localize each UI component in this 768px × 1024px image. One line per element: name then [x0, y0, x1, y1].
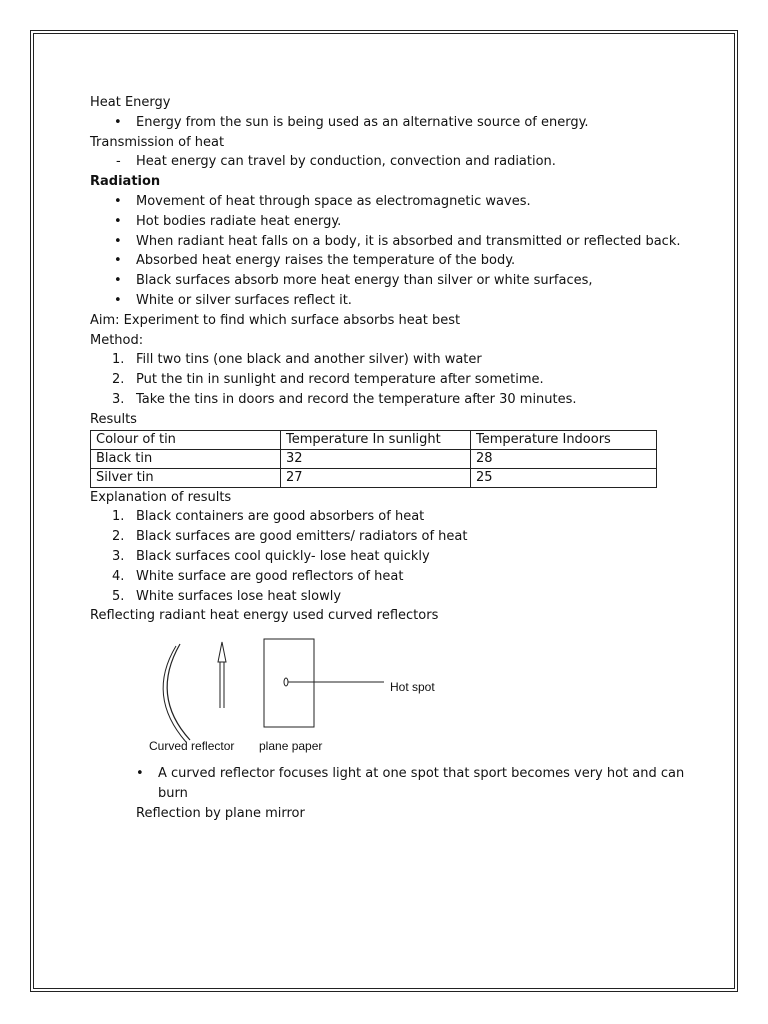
heading-radiation: Radiation: [90, 174, 161, 190]
heading-heat-energy: Heat Energy: [90, 95, 171, 110]
table-cell: 28: [471, 449, 657, 468]
curved-reflector-diagram: [140, 636, 460, 766]
table-row: [91, 449, 657, 468]
list-item: [90, 567, 690, 587]
plane-paper-label: plane paper: [259, 739, 323, 753]
pin-head: [218, 642, 226, 662]
plane-paper-rect: [264, 639, 314, 727]
list-number: 2.: [112, 529, 125, 545]
list-number: 3.: [112, 391, 125, 407]
heading-transmission: Transmission of heat: [90, 134, 225, 150]
table-cell: 32: [281, 449, 471, 468]
list-item-text: Take the tins in doors and record the temperature after 30 minutes.: [136, 391, 577, 407]
curved-reflector-inner-shape: [163, 646, 186, 742]
list-number: 1.: [112, 509, 125, 525]
table-cell: Silver tin: [91, 468, 281, 487]
list-item: • Movement of heat through space as electromagnetic waves.: [90, 192, 690, 212]
list-item: [90, 507, 690, 527]
reflecting-heading: Reflecting radiant heat energy used curved reflectors: [90, 608, 439, 624]
document-body: [90, 93, 690, 626]
table-cell: 27: [281, 468, 471, 487]
curved-reflector-label: Curved reflector: [149, 739, 235, 753]
list-number: 4.: [112, 568, 125, 584]
list-item: • White or silver surfaces reflect it.: [90, 291, 690, 311]
results-label: Results: [90, 411, 137, 427]
list-item: • When radiant heat falls on a body, it is absorbed and transmitted or reflected back.: [90, 232, 690, 252]
table-row: [91, 468, 657, 487]
list-item: • Black surfaces absorb more heat energy than silver or white surfaces,: [90, 271, 690, 291]
list-item: [90, 527, 690, 547]
list-item-text: Black containers are good absorbers of heat: [136, 509, 425, 525]
aim-text: Aim: Experiment to find which surface absorbs heat best: [90, 312, 461, 328]
table-cell: 25: [471, 468, 657, 487]
results-table: [90, 430, 657, 488]
list-item-text: White surface are good reflectors of heat: [136, 568, 404, 584]
list-item: [90, 370, 690, 390]
list-item: [90, 547, 690, 567]
list-item: - Heat energy can travel by conduction, convection and radiation.: [90, 152, 690, 172]
table-header-cell: Temperature Indoors: [471, 430, 657, 449]
table-header-cell: Colour of tin: [91, 430, 281, 449]
list-item: [90, 350, 690, 370]
table-header-cell: Temperature In sunlight: [281, 430, 471, 449]
list-item-text: Black surfaces are good emitters/ radiators of heat: [136, 529, 468, 545]
table-cell: Black tin: [91, 449, 281, 468]
list-item: • A curved reflector focuses light at one spot that sport becomes very hot and can burn: [136, 764, 706, 804]
plane-mirror-heading: Reflection by plane mirror: [136, 805, 305, 821]
list-item: • Absorbed heat energy raises the temperature of the body.: [90, 251, 690, 271]
table-header-row: [91, 430, 657, 449]
list-item-text: White surfaces lose heat slowly: [136, 588, 342, 604]
list-item: • Hot bodies radiate heat energy.: [90, 212, 690, 232]
hot-spot-mark: [284, 678, 288, 686]
after-diagram-text: [136, 764, 706, 823]
list-number: 1.: [112, 352, 125, 368]
curved-reflector-shape: [167, 644, 190, 740]
hot-spot-label: Hot spot: [390, 680, 435, 694]
list-item: [90, 390, 690, 410]
list-item-text: Fill two tins (one black and another silver) with water: [136, 352, 482, 368]
list-number: 2.: [112, 372, 125, 388]
list-number: 5.: [112, 588, 125, 604]
list-item: • Energy from the sun is being used as an alternative source of energy.: [90, 113, 690, 133]
list-item-text: Black surfaces cool quickly- lose heat quickly: [136, 548, 430, 564]
explanation-label: Explanation of results: [90, 489, 232, 505]
list-item: [90, 587, 690, 607]
list-number: 3.: [112, 548, 125, 564]
list-item-text: Put the tin in sunlight and record temperature after sometime.: [136, 372, 544, 388]
method-label: Method:: [90, 332, 144, 348]
